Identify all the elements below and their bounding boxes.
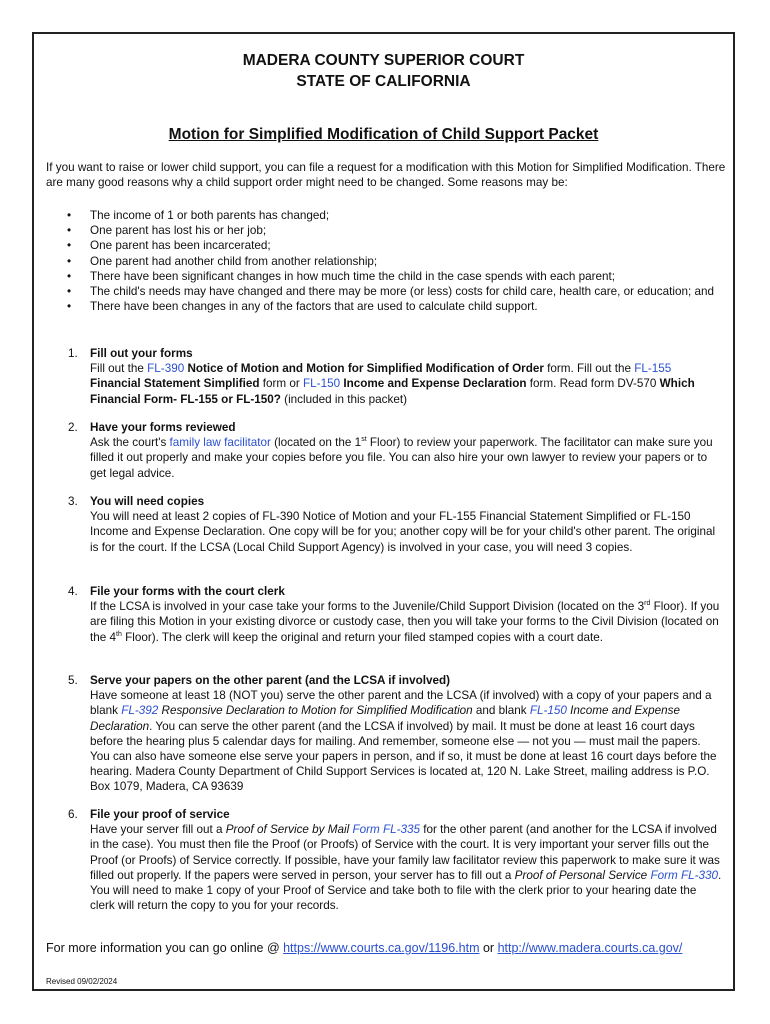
- reasons-list: [67, 208, 717, 314]
- step-number: 1.: [68, 347, 78, 360]
- step-text: Floor). If you are filing this Motion in your existing divorce or custody case, then you will take your forms to the Civil Division (located on the 4: [90, 600, 720, 644]
- step-heading: You will need copies: [90, 495, 205, 508]
- step-6: [68, 807, 723, 913]
- step-text: form or: [259, 377, 304, 391]
- step-text-bold: Income and Expense Declaration: [340, 377, 527, 391]
- step-text: for the other parent (and another for the LCSA if involved in the case). You must then file the Proof (or Proofs) of Service with the court. It is very important your server fills out the Proof (or Proofs) of Service correctly. If possible, have your family law facilitator review this paperwork to make sure it was filled out properly. If the papers were served in person, your server has to fill out a: [90, 823, 720, 882]
- step-number: 2.: [68, 421, 78, 434]
- step-text-bold: Which Financial Form- FL-155 or FL-150?: [90, 377, 695, 406]
- step-text: Floor). The clerk will keep the original and return your filed stamped copies with a court date.: [121, 630, 603, 644]
- list-item: • One parent had another child from another relationship;: [67, 254, 717, 269]
- step-text: (located on the 1: [270, 436, 362, 450]
- court-name: MADERA COUNTY SUPERIOR COURT: [242, 52, 525, 69]
- step-3: [68, 494, 723, 555]
- step-text-bold: Financial Statement Simplified: [90, 377, 260, 391]
- step-5: [68, 673, 723, 795]
- step-text: Fill out the: [90, 362, 148, 376]
- court-state: STATE OF CALIFORNIA: [296, 73, 471, 90]
- footer-info: [46, 941, 682, 955]
- step-number: 5.: [68, 674, 78, 687]
- fl330-link[interactable]: Form FL-330: [650, 868, 718, 882]
- step-text: Have someone at least 18 (NOT you) serve the other parent and the LCSA (if involved) with a copy of your papers and a blank: [90, 689, 712, 718]
- step-text: Ask the court's: [90, 436, 170, 450]
- fl155-link[interactable]: FL-155: [634, 362, 672, 376]
- madera-courts-link[interactable]: http://www.madera.courts.ca.gov/: [497, 941, 683, 955]
- step-text: You will need at least 2 copies of FL-390 Notice of Motion and your FL-155 Financial Statement Simplified or FL-150 Income and Expense Declaration. One copy will be for you; another copy will be for your child's other parent. The original is for the court. If the LCSA (Local Child Support Agency) is involved in your case, you will need 3 copies.: [90, 510, 716, 554]
- step-number: 3.: [68, 495, 78, 508]
- list-item: • The child's needs may have changed and there may be more (or less) costs for child care, health care, or education; and: [67, 284, 717, 299]
- superscript: st: [361, 436, 367, 444]
- step-1: [68, 346, 723, 407]
- list-item: • There have been changes in any of the factors that are used to calculate child support.: [67, 299, 717, 314]
- fl150-link[interactable]: FL-150: [529, 704, 567, 718]
- court-header: [34, 50, 733, 92]
- step-2: [68, 420, 723, 481]
- superscript: rd: [644, 600, 651, 608]
- fl392-link[interactable]: FL-392: [121, 704, 159, 718]
- facilitator-link[interactable]: family law facilitator: [169, 436, 271, 450]
- step-4: [68, 584, 723, 645]
- page-title: Motion for Simplified Modification of Child Support Packet: [168, 126, 599, 143]
- superscript: th: [116, 630, 122, 638]
- fl150-link[interactable]: FL-150: [303, 377, 341, 391]
- list-item: • One parent has lost his or her job;: [67, 223, 717, 238]
- fl390-link[interactable]: FL-390: [147, 362, 185, 376]
- document-page: [32, 32, 735, 991]
- list-item: • The income of 1 or both parents has changed;: [67, 208, 717, 223]
- list-item: • One parent has been incarcerated;: [67, 238, 717, 253]
- step-number: 6.: [68, 808, 78, 821]
- step-heading: Serve your papers on the other parent (and the LCSA if involved): [90, 674, 450, 687]
- step-text-italic: Income and Expense Declaration: [90, 704, 680, 733]
- step-text: Floor) to review your paperwork. The facilitator can make sure you filled it out properly and make your copies before you file. You can also hire your own lawyer to review your papers or to get legal advice.: [90, 436, 713, 480]
- step-text: Have your server fill out a: [90, 823, 226, 837]
- step-text: . You will need to make 1 copy of your Proof of Service and take both to file with the clerk prior to your hearing date the clerk will return the copy to you for your records.: [90, 868, 722, 913]
- step-text: (included in this packet): [280, 392, 407, 406]
- step-text-italic: Proof of Personal Service: [514, 868, 651, 882]
- courts-ca-link[interactable]: https://www.courts.ca.gov/1196.htm: [283, 941, 480, 955]
- intro-paragraph: If you want to raise or lower child support, you can file a request for a modification with this Motion for Simplified Modification. There are many good reasons why a child support order might need to be changed. Some reasons may be:: [46, 161, 726, 190]
- footer-text: For more information you can go online @: [46, 941, 284, 955]
- fl335-link[interactable]: Form FL-335: [352, 823, 420, 837]
- step-text: If the LCSA is involved in your case take your forms to the Juvenile/Child Support Division (located on the 3: [90, 600, 645, 614]
- step-text: and blank: [472, 704, 530, 718]
- step-text: form. Fill out the: [543, 362, 635, 376]
- step-heading: Fill out your forms: [90, 347, 193, 360]
- step-heading: Have your forms reviewed: [90, 421, 236, 434]
- step-heading: File your forms with the court clerk: [90, 585, 285, 598]
- list-item: • There have been significant changes in how much time the child in the case spends with each parent;: [67, 269, 717, 284]
- step-text: . You can serve the other parent (and the LCSA if involved) by mail. It must be done at least 16 court days before the hearing plus 5 calendar days for mailing. And remember, someone else — not you — must mail the papers. You can also have someone else serve your papers in person, and if so, it must be done at least 16 court days before the hearing. Madera County Department of Child Support Services is located at, 120 N. Lake Street, mailing address is P.O. Box 1079, Madera, CA 93639: [90, 719, 717, 794]
- revision-date: Revised 09/02/2024: [46, 977, 118, 986]
- footer-text: or: [479, 941, 498, 955]
- step-heading: File your proof of service: [90, 808, 230, 821]
- step-number: 4.: [68, 585, 78, 598]
- step-text-bold: Notice of Motion and Motion for Simplified Modification of Order: [184, 362, 544, 376]
- step-text: form. Read form DV-570: [526, 377, 660, 391]
- step-text-italic: Responsive Declaration to Motion for Simplified Modification: [158, 704, 473, 718]
- step-text-italic: Proof of Service by Mail: [225, 823, 353, 837]
